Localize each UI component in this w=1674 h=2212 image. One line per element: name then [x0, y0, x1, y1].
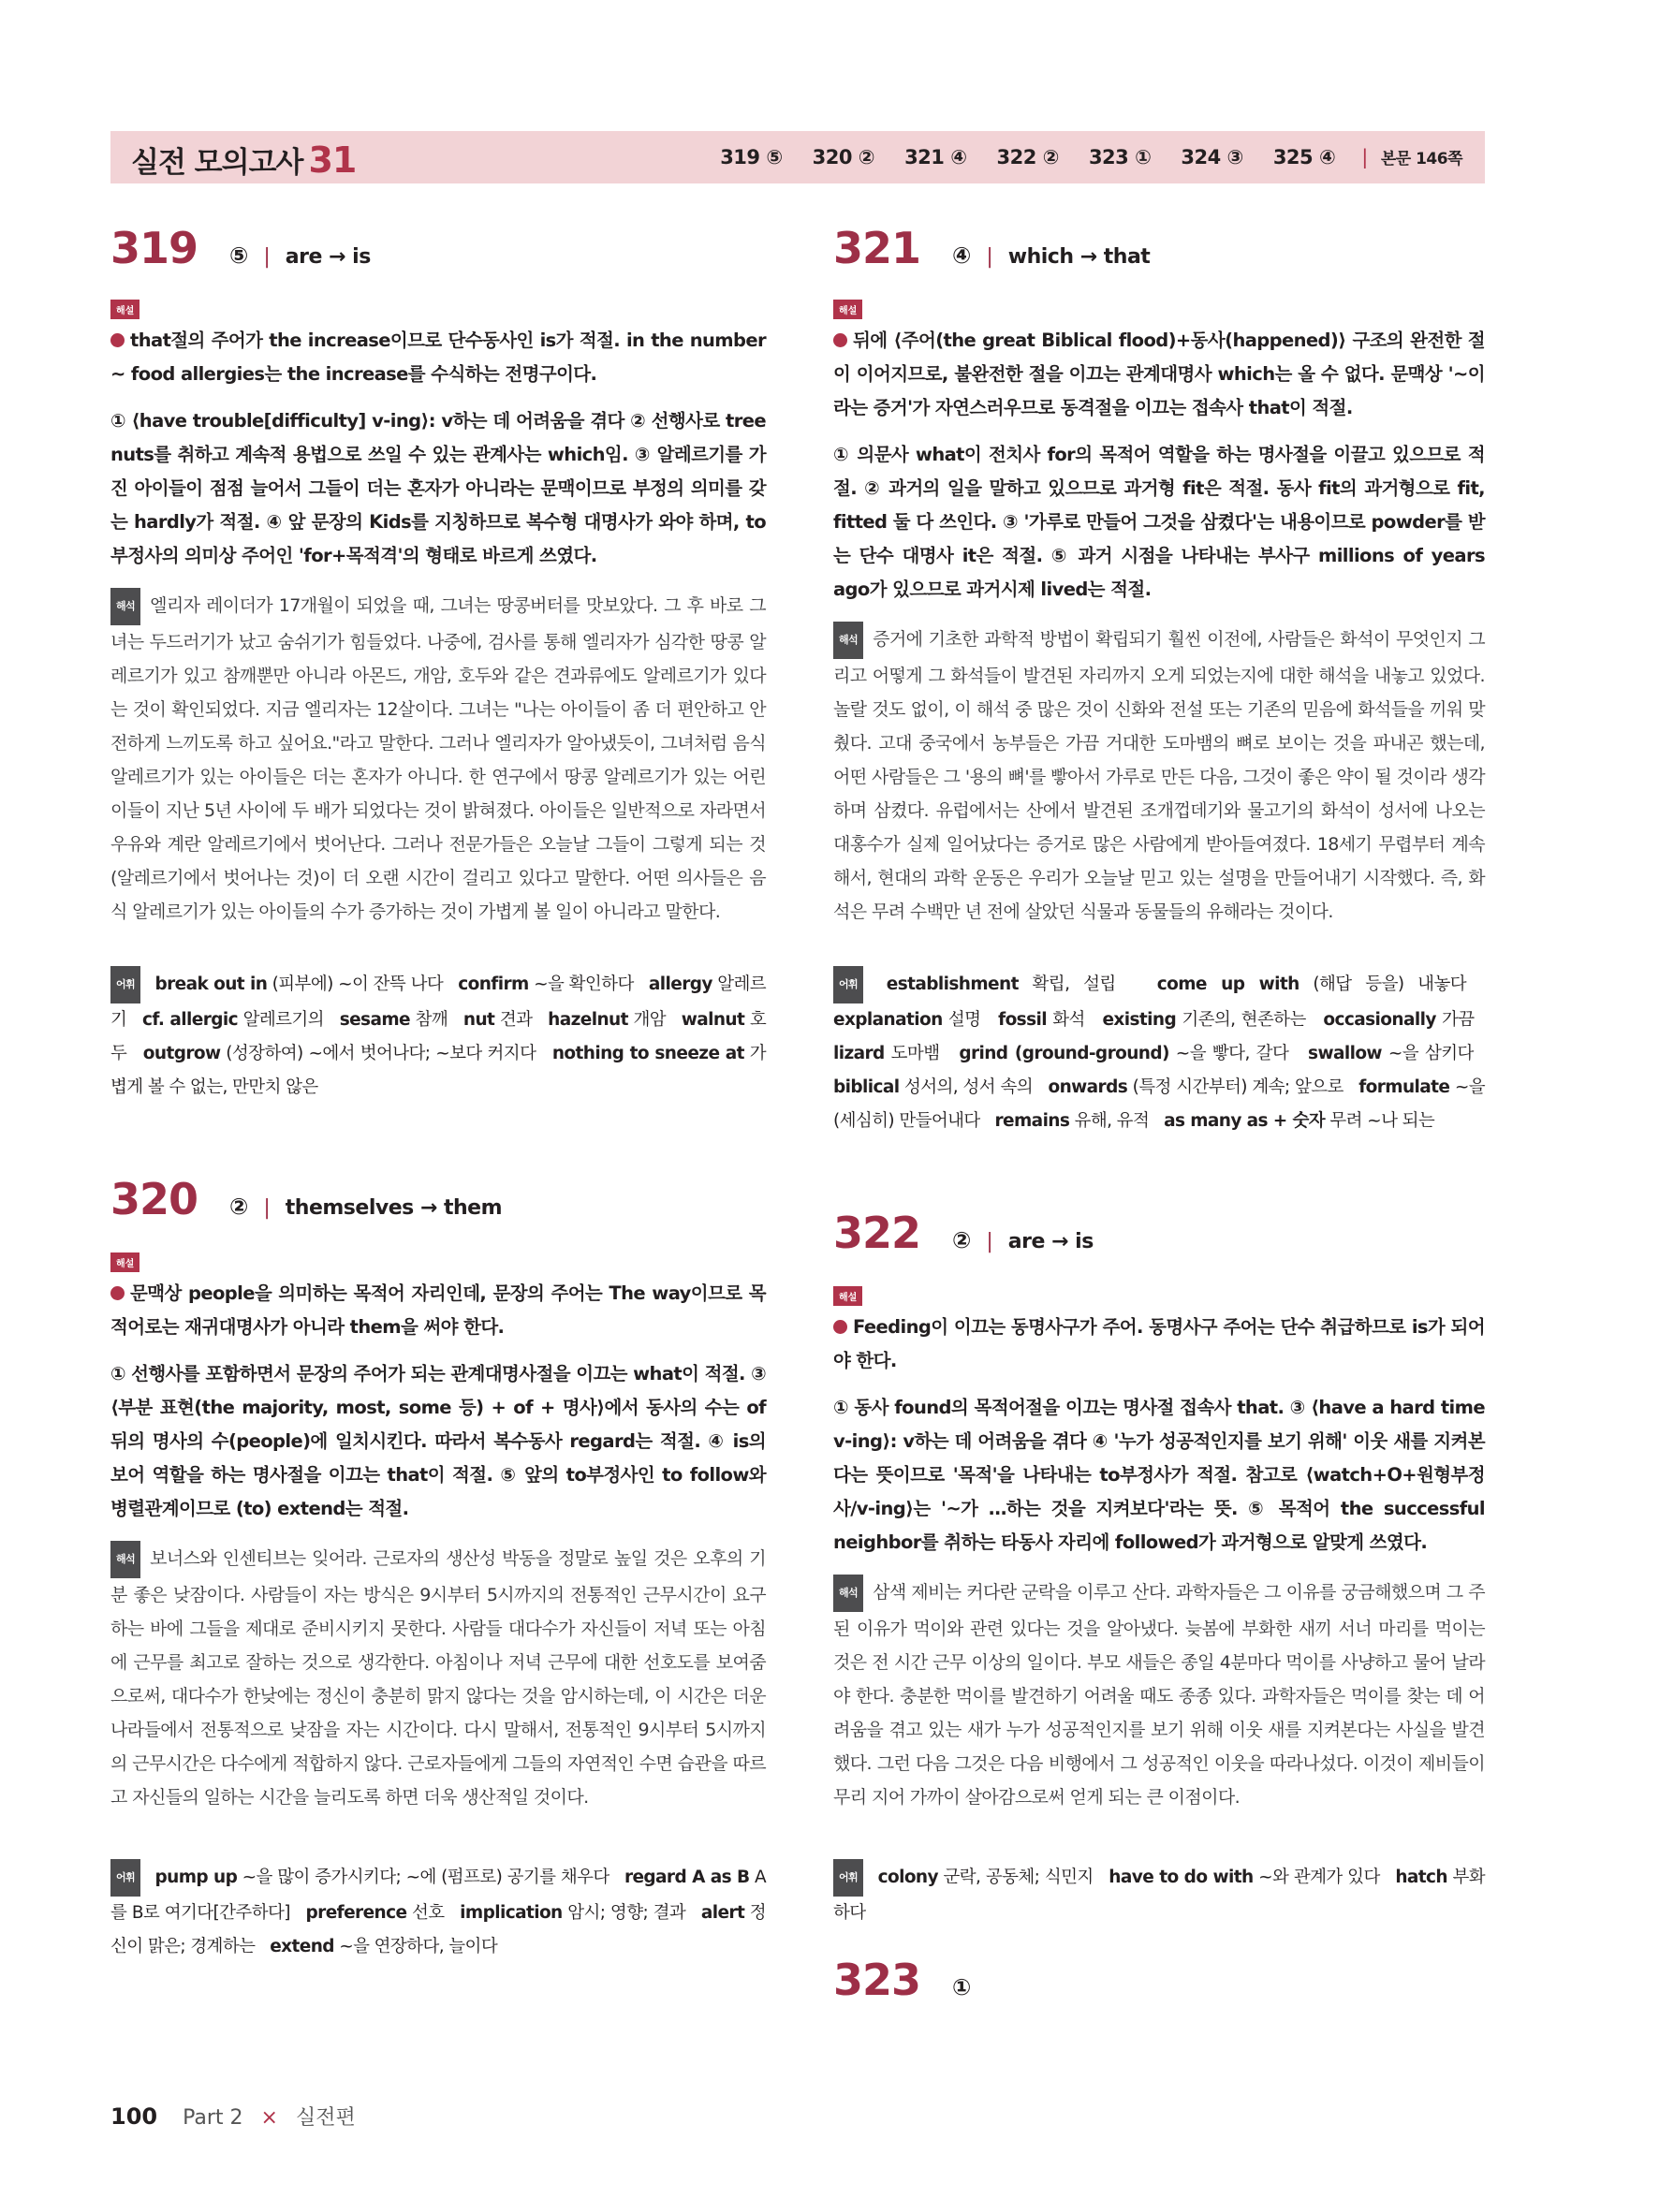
- answer-321: 321 ④: [904, 145, 967, 168]
- separator: |: [1361, 145, 1368, 168]
- translation-badge: 해석: [110, 588, 140, 625]
- q321-vocab: 어휘 establishment 확립, 설립 come up with (해답 등을) 내놓다 explanation 설명 fossil 화석 existing 기존의, 현존하는 occasionally 가끔 lizard 도마뱀 grind (ground-ground) ~을 빻다, 갈다 swallow ~을 삼키다 biblical 성서의, 성서 속의 onwards (특정 시간부터) 계속; 앞으로 formulate ~을 (세심히) 만들어내다 remains 유해, 유적 as many as + 숫자 무려 ~나 되는: [833, 966, 1485, 1138]
- vocab-badge: 어휘: [110, 966, 140, 1003]
- q320-explanation-main: 문맥상 people을 의미하는 목적어 자리인데, 문장의 주어는 The way이므로 목적어로는 재귀대명사가 아니라 them을 써야 한다.: [110, 1282, 766, 1338]
- explain-tag: 해설: [110, 1252, 140, 1272]
- correction: themselves → them: [285, 1196, 502, 1220]
- question-answer: ②: [952, 1227, 972, 1253]
- q321-explanation-options: ① 의문사 what이 전치사 for의 목적어 역할을 하는 명사절을 이끌고 있으므로 적절. ② 과거의 일을 말하고 있으므로 과거형 fit은 적절. 동사 fit의 과거형으로 fit, fitted 둘 다 쓰인다. ③ '가루로 만들어 그것을 삼켰다'는 내용이므로 powder를 받는 단수 대명사 it은 적절. ⑤ 과거 시점을 나타내는 부사구 millions of years ago가 있으므로 과거시제 lived는 적절.: [833, 444, 1485, 600]
- answer-324: 324 ③: [1181, 145, 1243, 168]
- q319-vocab: 어휘 break out in (피부에) ~이 잔뜩 나다 confirm ~을 확인하다 allergy 알레르기 cf. allergic 알레르기의 sesame 참깨 nut 견과 hazelnut 개암 walnut 호두 outgrow (성장하여) ~에서 벗어나다; ~보다 커지다 nothing to sneeze at 가볍게 볼 수 없는, 만만치 않은: [110, 966, 766, 1105]
- divider: |: [986, 1230, 993, 1253]
- page-number: 100: [110, 2103, 158, 2130]
- answer-325: 325 ④: [1272, 145, 1336, 168]
- question-320-header: [110, 1174, 502, 1224]
- test-number: 31: [308, 139, 357, 181]
- question-answer: ④: [952, 242, 972, 269]
- q322-vocab: 어휘 colony 군락, 공동체; 식민지 have to do with ~와 관계가 있다 hatch 부화하다: [833, 1859, 1485, 1930]
- explain-tag: 해설: [110, 300, 140, 319]
- page-reference: 본문 146쪽: [1380, 150, 1462, 168]
- part-label: Part 2: [183, 2106, 243, 2130]
- bullet-icon: [110, 1286, 125, 1300]
- q319-explanation-options: ① ⟨have trouble[difficulty] v-ing⟩: v하는 데 어려움을 겪다 ② 선행사로 tree nuts를 취하고 계속적 용법으로 쓰일 수 있는 관계사는 which임. ③ 알레르기를 가진 아이들이 점점 늘어서 그들이 더는 혼자가 아니라는 문맥이므로 부정의 의미를 갖는 hardly가 적절. ④ 앞 문장의 Kids를 지칭하므로 복수형 대명사가 와야 하며, to부정사의 의미상 주어인 'for+목적격'의 형태로 바르게 쓰였다.: [110, 410, 766, 566]
- bullet-icon: [833, 333, 847, 347]
- answer-322: 322 ②: [996, 145, 1059, 168]
- q321-translation: 해석 증거에 기초한 과학적 방법이 확립되기 훨씬 이전에, 사람들은 화석이 무엇인지 그리고 어떻게 그 화석들이 발견된 자리까지 오게 되었는지에 대한 해석을 내놓고 있었다. 놀랄 것도 없이, 이 해석 중 많은 것이 신화와 전설 또는 기존의 믿음에 화석들을 끼워 맞췄다. 고대 중국에서 농부들은 가끔 거대한 도마뱀의 뼈로 보이는 것을 파내곤 했는데, 어떤 사람들은 그 '용의 뼈'를 빻아서 가루로 만든 다음, 그것이 좋은 약이 될 것이라 생각하며 삼켰다. 유럽에서는 산에서 발견된 조개껍데기와 물고기의 화석이 성서에 나오는 대홍수가 실제 일어났다는 증거로 많은 사람에게 받아들여졌다. 18세기 무렵부터 계속해서, 현대의 과학 운동은 우리가 오늘날 믿고 있는 설명을 만들어내기 시작했다. 즉, 화석은 무려 수백만 년 전에 살았던 식물과 동물들의 유해라는 것이다.: [833, 622, 1485, 929]
- page-footer: [110, 2102, 356, 2131]
- q320-explanation-options: ① 선행사를 포함하면서 문장의 주어가 되는 관계대명사절을 이끄는 what이 적절. ③ ⟨부분 표현(the majority, most, some 등) + of + 명사⟩에서 동사의 수는 of 뒤의 명사의 수(people)에 일치시킨다. 따라서 복수동사 regard는 적절. ④ is의 보어 역할을 하는 명사절을 이끄는 that이 적절. ⑤ 앞의 to부정사인 to follow와 병렬관계이므로 (to) extend는 적절.: [110, 1363, 766, 1519]
- question-number: 319: [110, 223, 198, 273]
- question-answer: ①: [952, 1974, 972, 2000]
- question-number: 323: [833, 1955, 921, 2005]
- answer-key: [690, 145, 1462, 168]
- translation-badge: 해석: [110, 1541, 140, 1578]
- question-answer: ⑤: [229, 242, 249, 269]
- test-title: 실전 모의고사 31: [131, 139, 357, 181]
- translation-badge: 해석: [833, 622, 863, 659]
- q320-vocab: 어휘 pump up ~을 많이 증가시키다; ~에 (펌프로) 공기를 채우다 regard A as B A를 B로 여기다[간주하다] preference 선호 implication 암시; 영향; 결과 alert 정신이 맑은; 경계하는 extend ~을 연장하다, 늘이다: [110, 1859, 766, 1964]
- q319-explanation-main: that절의 주어가 the increase이므로 단수동사인 is가 적절. in the number ~ food allergies는 the increase를 수식하는 전명구이다.: [110, 330, 766, 385]
- explain-tag: 해설: [833, 300, 862, 319]
- divider: |: [263, 1196, 271, 1220]
- vocab-badge: 어휘: [833, 966, 863, 1003]
- divider: |: [986, 245, 993, 269]
- explain-tag: 해설: [833, 1286, 862, 1306]
- vocab-badge: 어휘: [833, 1859, 863, 1897]
- divider: |: [263, 245, 271, 269]
- question-322-header: [833, 1208, 1094, 1258]
- answer-319: 319 ⑤: [720, 145, 783, 168]
- q319-translation: 해석 엘리자 레이더가 17개월이 되었을 때, 그녀는 땅콩버터를 맛보았다. 그 후 바로 그녀는 두드러기가 났고 숨쉬기가 힘들었다. 나중에, 검사를 통해 엘리자가 심각한 땅콩 알레르기가 있고 참깨뿐만 아니라 아몬드, 개암, 호두와 같은 견과류에도 알레르기가 있다는 것이 확인되었다. 지금 엘리자는 12살이다. 그녀는 "나는 아이들이 좀 더 편안하고 안전하게 느끼도록 하고 싶어요."라고 말한다. 그러나 엘리자가 알아냈듯이, 그녀처럼 음식 알레르기가 있는 아이들은 더는 혼자가 아니다. 한 연구에서 땅콩 알레르기가 있는 어린이들이 지난 5년 사이에 두 배가 되었다는 것이 밝혀졌다. 아이들은 일반적으로 자라면서 우유와 계란 알레르기에서 벗어난다. 그러나 전문가들은 오늘날 그들이 그렇게 되는 것(알레르기에서 벗어나는 것)이 더 오랜 시간이 걸리고 있다고 말한다. 어떤 의사들은 음식 알레르기가 있는 아이들의 수가 증가하는 것이 가볍게 볼 일이 아니라고 말한다.: [110, 588, 766, 929]
- q322-explanation-options: ① 동사 found의 목적어절을 이끄는 명사절 접속사 that. ③ ⟨have a hard time v-ing⟩: v하는 데 어려움을 겪다 ④ '누가 성공적인지를 보기 위해' 이웃 새를 지켜본다는 뜻이므로 '목적'을 나타내는 to부정사가 적절. 참고로 ⟨watch+O+원형부정사/v-ing⟩는 '~가 …하는 것을 지켜보다'라는 뜻. ⑤ 목적어 the successful neighbor를 취하는 타동사 자리에 followed가 과거형으로 알맞게 쓰였다.: [833, 1397, 1485, 1553]
- question-321-header: [833, 223, 1150, 273]
- question-319-header: [110, 223, 371, 273]
- q322-translation: 해석 삼색 제비는 커다란 군락을 이루고 산다. 과학자들은 그 이유를 궁금해했으며 그 주된 이유가 먹이와 관련 있다는 것을 알아냈다. 늦봄에 부화한 새끼 서너 마리를 먹이는 것은 전 시간 근무 이상의 일이다. 부모 새들은 종일 4분마다 먹이를 사냥하고 물어 날라야 한다. 충분한 먹이를 발견하기 어려울 때도 종종 있다. 과학자들은 먹이를 찾는 데 어려움을 겪고 있는 새가 누가 성공적인지를 보기 위해 이웃 새를 지켜본다는 사실을 발견했다. 그런 다음 그것은 다음 비행에서 그 성공적인 이웃을 따라나섰다. 이것이 제비들이 무리 지어 가까이 살아감으로써 얻게 되는 큰 이점이다.: [833, 1575, 1485, 1814]
- answer-323: 323 ①: [1088, 145, 1152, 168]
- correction: which → that: [1007, 245, 1151, 269]
- translation-badge: 해석: [833, 1575, 863, 1612]
- question-323-header: [833, 1955, 971, 2005]
- q322-explanation-main: Feeding이 이끄는 동명사구가 주어. 동명사구 주어는 단수 취급하므로 is가 되어야 한다.: [833, 1316, 1485, 1371]
- correction: are → is: [1007, 1230, 1094, 1253]
- correction: are → is: [285, 245, 371, 269]
- question-number: 322: [833, 1208, 921, 1258]
- section-label: 실전편: [295, 2106, 356, 2130]
- question-number: 320: [110, 1174, 198, 1224]
- vocab-badge: 어휘: [110, 1859, 140, 1897]
- separator-x: ×: [260, 2106, 278, 2130]
- answer-header-bar: [110, 131, 1485, 183]
- q321-explanation-main: 뒤에 ⟨주어(the great Biblical flood)+동사(happened)⟩ 구조의 완전한 절이 이어지므로, 불완전한 절을 이끄는 관계대명사 which는 올 수 없다. 문맥상 '~이라는 증거'가 자연스러우므로 동격절을 이끄는 접속사 that이 적절.: [833, 330, 1485, 418]
- question-answer: ②: [229, 1194, 249, 1220]
- question-number: 321: [833, 223, 921, 273]
- answer-320: 320 ②: [812, 145, 875, 168]
- q320-translation: 해석 보너스와 인센티브는 잊어라. 근로자의 생산성 박동을 정말로 높일 것은 오후의 기분 좋은 낮잠이다. 사람들이 자는 방식은 9시부터 5시까지의 전통적인 근무시간이 요구하는 바에 그들을 제대로 준비시키지 못한다. 사람들 대다수가 자신들이 저녁 또는 아침에 근무를 최고로 잘하는 것으로 생각한다. 아침이나 저녁 근무에 대한 선호도를 보여줌으로써, 대다수가 한낮에는 정신이 충분히 맑지 않다는 것을 암시하는데, 이 시간은 더운 나라들에서 전통적으로 낮잠을 자는 시간이다. 다시 말해서, 전통적인 9시부터 5시까지의 근무시간은 다수에게 적합하지 않다. 근로자들에게 그들의 자연적인 수면 습관을 따르고 자신들의 일하는 시간을 늘리도록 하면 더욱 생산적일 것이다.: [110, 1541, 766, 1814]
- bullet-icon: [110, 333, 125, 347]
- bullet-icon: [833, 1320, 847, 1334]
